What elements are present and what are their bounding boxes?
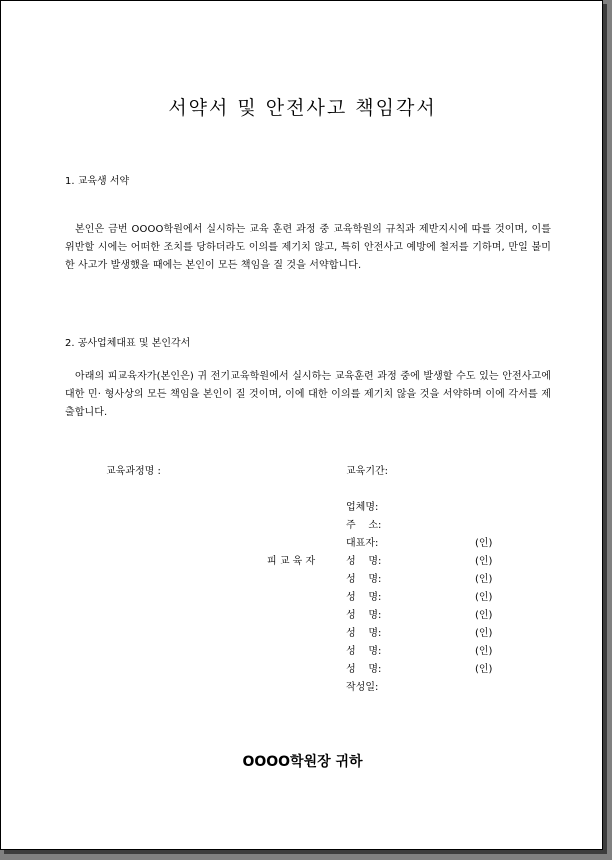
name-seal: (인) — [475, 664, 493, 675]
name-label: 성 명: — [346, 574, 382, 585]
name-seal: (인) — [475, 574, 493, 585]
representative-seal: (인) — [475, 538, 493, 549]
company-label: 업체명: — [346, 502, 379, 513]
section2-body: 아래의 피교육자가(본인은) 귀 전기교육학원에서 실시하는 교육훈련 과정 중에 발생할 수도 있는 안전사고에 대한 민· 형사상의 모든 책임을 본인이 질 것이며, 이에 대한 이의를 제기치 않을 것을 서약하며 이에 각서를 제출합니다. — [65, 371, 551, 418]
name-label: 성 명: — [346, 646, 382, 657]
period-label: 교육기간: — [346, 466, 389, 477]
closing-addressee: OOOO학원장 귀하 — [242, 754, 363, 770]
name-label: 성 명: — [346, 610, 382, 621]
name-seal: (인) — [475, 646, 493, 657]
name-label: 성 명: — [346, 556, 382, 567]
name-label: 성 명: — [346, 628, 382, 639]
document-title: 서약서 및 안전사고 책임각서 — [168, 97, 437, 119]
name-seal: (인) — [475, 610, 493, 621]
course-name-label: 교육과정명 : — [106, 466, 161, 477]
trainee-label: 피 교 육 자 — [267, 556, 316, 567]
section2-heading: 2. 공사업체대표 및 본인각서 — [65, 338, 191, 349]
date-label: 작성일: — [346, 682, 379, 693]
name-seal: (인) — [475, 556, 493, 567]
name-seal: (인) — [475, 628, 493, 639]
address-label: 주 소: — [346, 520, 382, 531]
name-seal: (인) — [475, 592, 493, 603]
representative-label: 대표자: — [346, 538, 379, 549]
name-label: 성 명: — [346, 592, 382, 603]
section1-body: 본인은 금번 OOOO학원에서 실시하는 교육 훈련 과정 중 교육학원의 규칙과 제반지시에 따를 것이며, 이를 위반할 시에는 어떠한 조치를 당하더라도 이의를 제기치 않고, 특히 안전사고 예방에 철저를 기하며, 만일 불미한 사고가 발생했을 때에는 본인이 모든 책임을 질 것을 서약합니다. — [65, 224, 551, 271]
section1-heading: 1. 교육생 서약 — [65, 176, 130, 187]
name-label: 성 명: — [346, 664, 382, 675]
